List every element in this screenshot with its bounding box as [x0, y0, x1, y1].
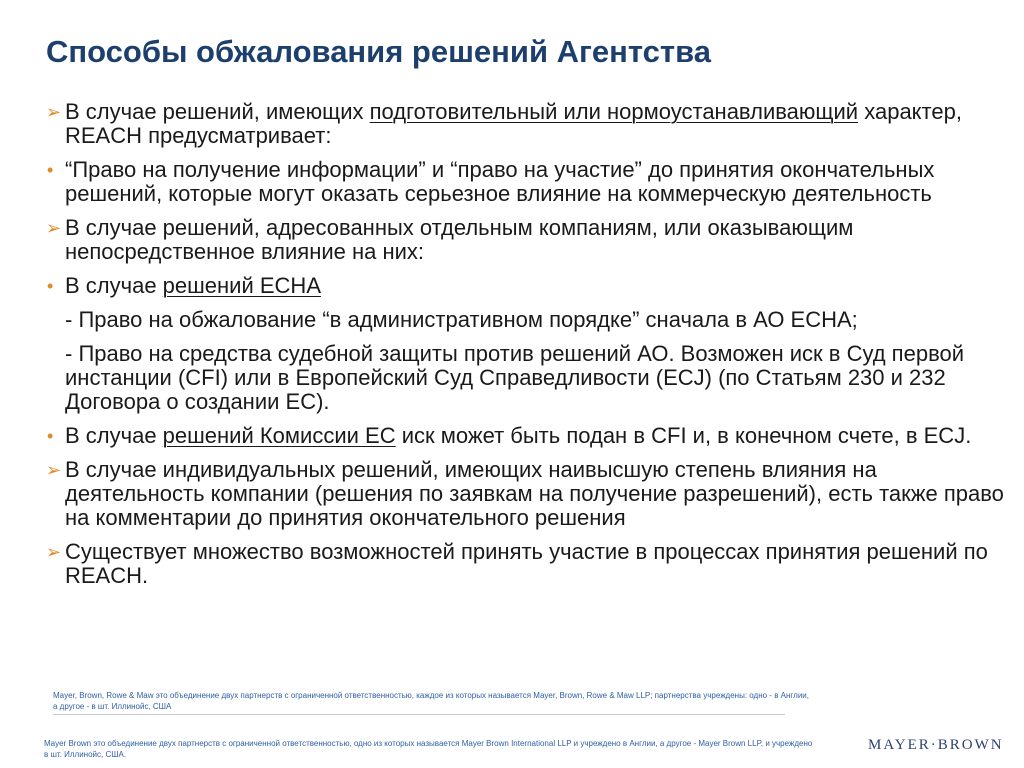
arrow-bullet-icon: ➢	[46, 102, 62, 122]
item-link-text: решений ECHA	[162, 273, 321, 298]
list-item	[46, 540, 1006, 588]
item-text: В случае индивидуальных решений, имеющих наивысшую степень влияния на деятельность компании (решения по заявкам на получение разрешений), есть также право на комментарии до принятия окончательного решения	[65, 457, 1004, 530]
arrow-bullet-icon: ➢	[46, 542, 62, 562]
list-item	[46, 216, 1006, 264]
item-text: - Право на средства судебной защиты против решений АО. Возможен иск в Суд первой инстанции (CFI) или в Европейский Суд Справедливости (ECJ) (по Статьям 230 и 232 Договора о создании ЕС).	[65, 341, 965, 414]
dot-bullet-icon: •	[47, 426, 54, 446]
item-text: “Право на получение информации” и “право на участие” до принятия окончательных решений, которые могут оказать серьезное влияние на коммерческую деятельность	[65, 157, 935, 206]
list-subitem	[46, 342, 1006, 414]
item-text-prefix: В случае	[65, 273, 163, 298]
item-text-suffix: иск может быть подан в CFI и, в конечном счете, в ECJ.	[395, 423, 972, 448]
dot-bullet-icon: •	[47, 160, 54, 180]
bullet-list	[46, 100, 1006, 598]
footer-disclaimer-bottom: Mayer Brown это объединение двух партнерств с ограниченной ответственностью, одно из которых называется Mayer Brown International LLP и учреждено в Англии, а другое - Mayer Brown LLP, и учреждено в шт. Иллинойс, США.	[44, 739, 813, 759]
footer-disclaimer-top: Mayer, Brown, Rowe & Maw это объединение двух партнерств с ограниченной ответственностью, каждое из которых называется Mayer, Brown, Rowe & Maw LLP; партнерства учреждены: одно - в Англии, а другое - в шт. Иллинойс, США	[53, 691, 809, 711]
item-text: В случае решений, адресованных отдельным компаниям, или оказывающим непосредственное влияние на них:	[65, 215, 854, 264]
item-text-prefix: В случае решений, имеющих	[65, 99, 370, 124]
dot-bullet-icon: •	[47, 276, 54, 296]
item-text-suffix: характер, REACH предусматривает:	[65, 99, 962, 148]
item-link-text: решений Комиссии ЕС	[162, 423, 396, 448]
list-item	[46, 274, 1006, 298]
list-item	[46, 458, 1006, 530]
item-link-text: подготовительный или нормоустанавливающий	[369, 99, 859, 124]
item-text: - Право на обжалование “в административном порядке” сначала в АО ECHA;	[65, 307, 858, 332]
item-text: Существует множество возможностей принять участие в процессах принятия решений по REACH.	[65, 539, 988, 588]
list-item	[46, 158, 1006, 206]
list-item	[46, 100, 1006, 148]
slide-title: Способы обжалования решений Агентства	[46, 34, 711, 69]
arrow-bullet-icon: ➢	[46, 460, 62, 480]
footer-divider	[53, 714, 785, 715]
list-subitem	[46, 308, 1006, 332]
arrow-bullet-icon: ➢	[46, 218, 62, 238]
item-text-prefix: В случае	[65, 423, 163, 448]
mayer-brown-logo: MAYER·BROWN	[868, 737, 1004, 753]
list-item	[46, 424, 1006, 448]
